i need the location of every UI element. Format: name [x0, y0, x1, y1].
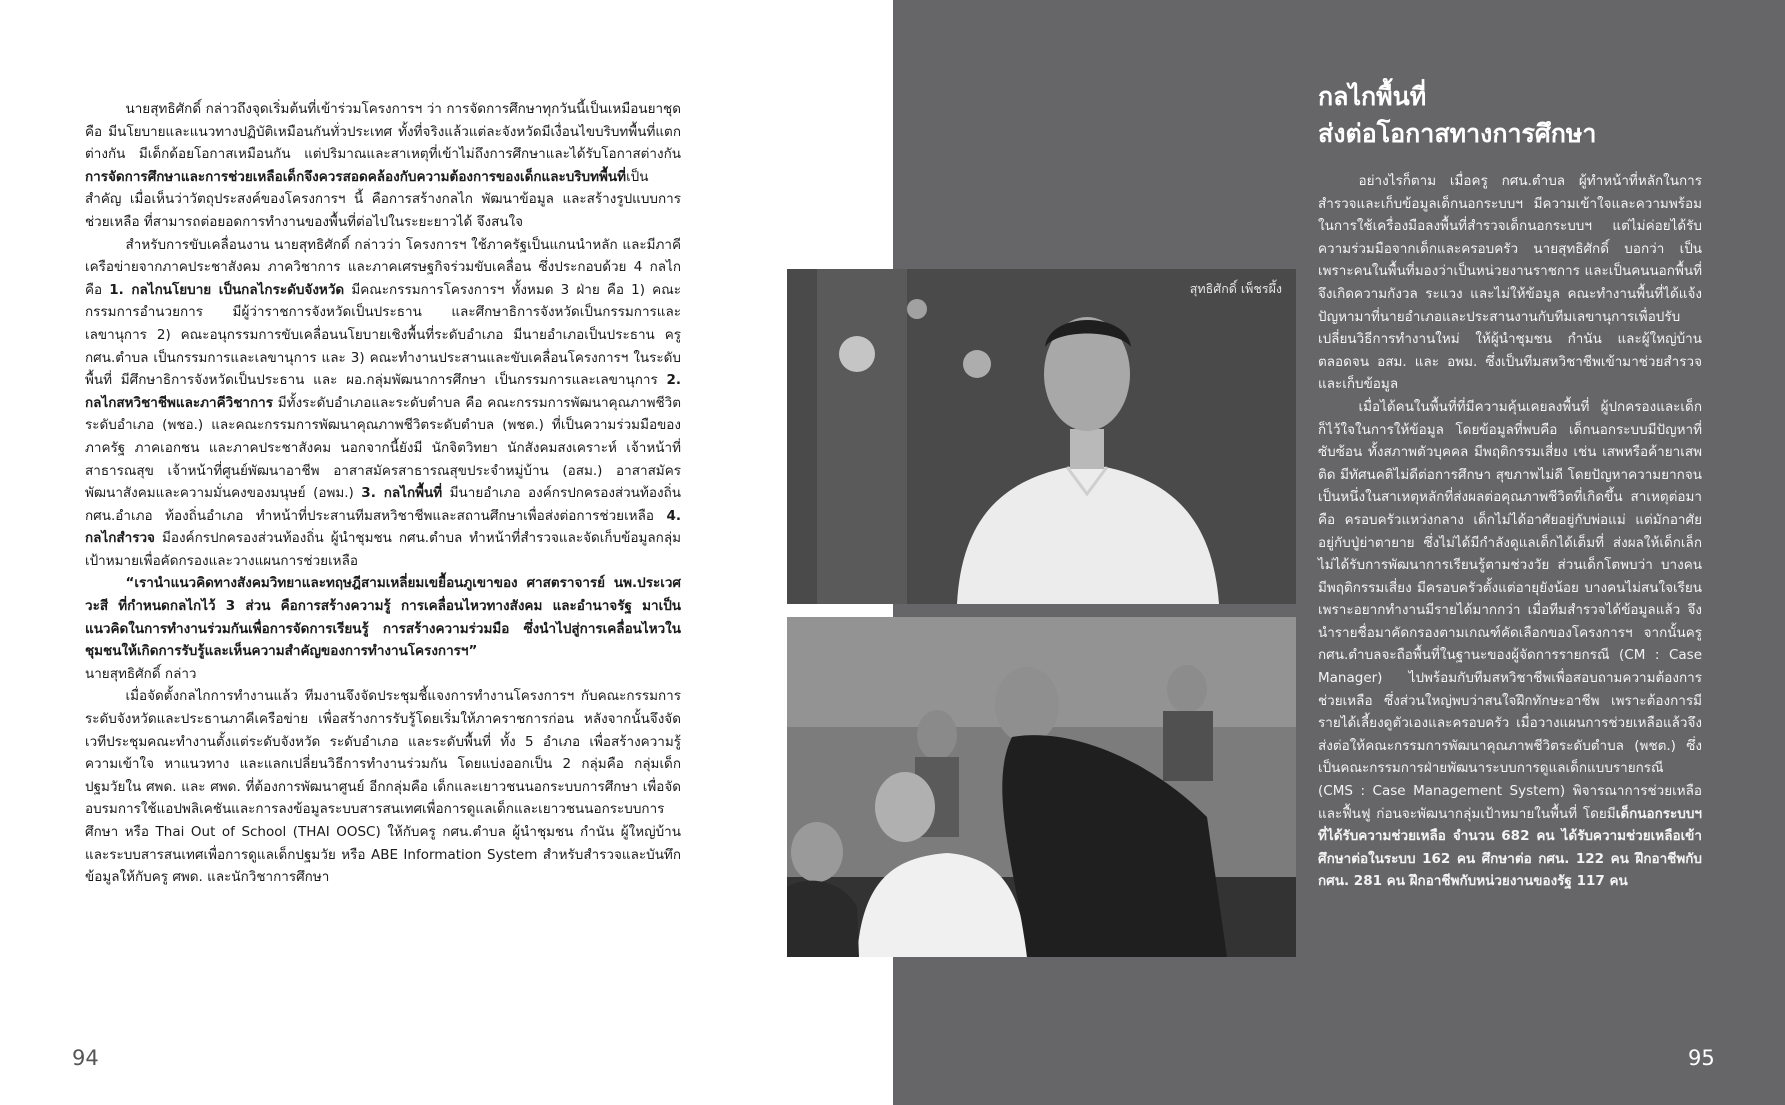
paragraph-findings — [1318, 396, 1702, 893]
section-title — [1318, 78, 1738, 152]
community-visit-illustration — [787, 617, 1296, 957]
bold-text: 2. กลไกสหวิชาชีพและภาคีวิชาการ — [85, 372, 681, 411]
community-visit-photo — [787, 617, 1296, 957]
page-number-right: 95 — [1688, 1046, 1715, 1070]
portrait-illustration — [787, 269, 1296, 604]
text-span: มีองค์กรปกครองส่วนท้องถิ่น ผู้นำชุมชน กศน.ตำบล ทำหน้าที่สำรวจและจัดเก็บข้อมูลกลุ่มเป้าหมายเพื่อคัดกรองและวางแผนการช่วยเหลือ — [85, 530, 681, 569]
right-text-column — [1318, 170, 1702, 893]
bold-text: เด็กนอกระบบฯ ที่ได้รับความช่วยเหลือ จำนวน 682 คน ได้รับความช่วยเหลือเข้าศึกษาต่อในระบบ 162 คน ศึกษาต่อ กศน. 122 คน ฝึกอาชีพกับ กศน. 281 คน ฝึกอาชีพกับหน่วยงานของรัฐ 117 คน — [1318, 805, 1702, 890]
text-span: สำหรับการขับเคลื่อนงาน นายสุทธิศักดิ์ กล่าวว่า โครงการฯ ใช้ภาครัฐเป็นแกนนำหลัก และมีภาคีเครือข่ายจากภาคประชาสังคม ภาควิชาการ และภาคเศรษฐกิจร่วมขับเคลื่อน ซึ่งประกอบด้วย 4 กลไก คือ — [85, 236, 681, 298]
bold-text: 1. กลไกนโยบาย เป็นกลไกระดับจังหวัด — [109, 281, 345, 298]
title-line-1: กลไกพื้นที่ — [1318, 82, 1427, 111]
text-span: มีทั้งระดับอำเภอและระดับตำบล คือ คณะกรรมการพัฒนาคุณภาพชีวิตระดับอำเภอ (พชอ.) และคณะกรรมการพัฒนาคุณภาพชีวิตระดับตำบล (พชต.) ที่เป็นความร่วมมือของภาครัฐ ภาคเอกชน และภาคประชาสังคม นอกจากนี้ยังมี นักจิตวิทยา นักสังคมสงเคราะห์ เจ้าหน้าที่สาธารณสุข เจ้าหน้าที่ศูนย์พัฒนาอาชีพ อาสาสมัครสาธารณสุขประจำหมู่บ้าน (อสม.) อาสาสมัครพัฒนาสังคมและความมั่นคงของมนุษย์ (อพม.) — [85, 394, 681, 502]
paragraph-meetings: เมื่อจัดตั้งกลไกการทำงานแล้ว ทีมงานจึงจัดประชุมชี้แจงการทำงานโครงการฯ กับคณะกรรมการระดับจังหวัดและประธานภาคีเครือข่าย เพื่อสร้างการรับรู้โดยเริ่มให้ภาคราชการก่อน หลังจากนั้นจึงจัดเวทีประชุมคณะทำงานตั้งแต่ระดับจังหวัด ระดับอำเภอ และระดับพื้นที่ ทั้ง 5 อำเภอ เพื่อสร้างความรู้ความเข้าใจ หาแนวทาง และแลกเปลี่ยนวิธีการทำงานร่วมกัน โดยแบ่งออกเป็น 2 กลุ่มคือ กลุ่มเด็กปฐมวัยใน ศพด. และ ศพด. ที่ต้องการพัฒนาศูนย์ อีกกลุ่มคือ เด็กและเยาวชนนอกระบบการศึกษา เพื่อจัดอบรมการใช้แอปพลิเคชันและการลงข้อมูลระบบสารสนเทศเพื่อการดูแลเด็กและเยาวชนนอกระบบการศึกษา หรือ Thai Out of School (THAI OOSC) ให้กับครู กศน.ตำบล ผู้นำชุมชน กำนัน ผู้ใหญ่บ้าน และระบบสารสนเทศเพื่อการดูแลเด็กปฐมวัย หรือ ABE Information System สำหรับสำรวจและบันทึกข้อมูลให้กับครู ศพด. และนักวิชาการศึกษา — [85, 688, 681, 886]
quote-text: “เรานำแนวคิดทางสังคมวิทยาและทฤษฎีสามเหลี่ยมเขยื้อนภูเขาของ ศาสตราจารย์ นพ.ประเวศ วะสี ที่กำหนดกลไกไว้ 3 ส่วน คือการสร้างความรู้ การเคลื่อนไหวทางสังคม และอำนาจรัฐ มาเป็นแนวคิดในการทำงานร่วมกันเพื่อการจัดการเรียนรู้ การสร้างความร่วมมือ ซึ่งนำไปสู่การเคลื่อนไหวในชุมชนให้เกิดการรับรู้และเห็นความสำคัญของการทำงานโครงการฯ” — [85, 575, 681, 660]
paragraph-mechanisms — [85, 234, 681, 573]
paragraph-survey: อย่างไรก็ตาม เมื่อครู กศน.ตำบล ผู้ทำหน้าที่หลักในการสำรวจและเก็บข้อมูลเด็กนอกระบบฯ มีความเข้าใจและความพร้อมในการใช้เครื่องมือลงพื้นที่สำรวจเด็กนอกระบบฯ แต่ไม่ค่อยได้รับความร่วมมือจากเด็กและครอบครัว นายสุทธิศักดิ์ บอกว่า เป็นเพราะคนในพื้นที่มองว่าเป็นหน่วยงานราชการ และเป็นคนนอกพื้นที่ จึงเกิดความกังวล ระแวง และไม่ให้ข้อมูล คณะทำงานพื้นที่ได้แจ้งปัญหามาที่นายอำเภอและประสานงานกับทีมเลขานุการเพื่อปรับเปลี่ยนวิธีการทำงานใหม่ ให้ผู้นำชุมชน กำนัน และผู้ใหญ่บ้าน ตลอดจน อสม. และ อพม. ซึ่งเป็นทีมสหวิชาชีพเข้ามาช่วยสำรวจและเก็บข้อมูล — [1318, 173, 1702, 393]
quote-attribution: นายสุทธิศักดิ์ กล่าว — [85, 665, 197, 682]
bold-text: 4. กลไกสำรวจ — [85, 507, 681, 547]
paragraph-intro — [85, 98, 681, 234]
left-text-column — [85, 98, 681, 889]
text-span: นายสุทธิศักดิ์ กล่าวถึงจุดเริ่มต้นที่เข้าร่วมโครงการฯ ว่า การจัดการศึกษาทุกวันนี้เป็นเหมือนยาชุด คือ มีนโยบายและแนวทางปฏิบัติเหมือนกันทั่วประเทศ ทั้งที่จริงแล้วแต่ละจังหวัดมีเงื่อนไขบริบทพื้นที่แตกต่างกัน มีเด็กด้อยโอกาสเหมือนกัน แต่ปริมาณและสาเหตุที่เข้าไม่ถึงการศึกษาและได้รับโอกาสต่างกัน — [85, 101, 681, 163]
bold-text: การจัดการศึกษาและการช่วยเหลือเด็กจึงควรสอดคล้องกับความต้องการของเด็กและบริบทพื้นที่ — [85, 168, 627, 185]
pull-quote — [85, 572, 681, 662]
text-span: เมื่อได้คนในพื้นที่ที่มีความคุ้นเคยลงพื้นที่ ผู้ปกครองและเด็กก็ไว้ใจในการให้ข้อมูล โดยข้อมูลที่พบคือ เด็กนอกระบบมีปัญหาที่ซับซ้อน ทั้งสภาพตัวบุคคล มีพฤติกรรมเสี่ยง เช่น เสพหรือค้ายาเสพติด มีทัศนคติไม่ดีต่อการศึกษา สุขภาพไม่ดี โดยปัญหาความยากจนเป็นหนึ่งในสาเหตุหลักที่ส่งผลต่อคุณภาพชีวิตที่เกิดขึ้น สาเหตุต่อมาคือ ครอบครัวแหว่งกลาง เด็กไม่ได้อาศัยอยู่กับพ่อแม่ แต่มักอาศัยอยู่กับปู่ย่าตายาย ซึ่งไม่ได้มีกำลังดูแลเด็กได้เต็มที่ ส่งผลให้เด็กเล็กไม่ได้รับการพัฒนาการเรียนรู้ตามช่วงวัย ส่วนเด็กโตพบว่า บางคนมีพฤติกรรมเสี่ยง มีครอบครัวตั้งแต่อายุยังน้อย บางคนไม่สนใจเรียนเพราะอยากทำงานมีรายได้มากกว่า เมื่อทีมสำรวจได้ข้อมูลแล้ว จึงนำรายชื่อมาคัดกรองตามเกณฑ์คัดเลือกของโครงการฯ จากนั้นครู กศน.ตำบลจะถือพื้นที่ในฐานะของผู้จัดการรายกรณี (CM : Case Manager) ไปพร้อมกับทีมสหวิชาชีพเพื่อสอบถามความต้องการช่วยเหลือ ซึ่งส่วนใหญ่พบว่าสนใจฝึกทักษะอาชีพ เพราะต้องการมีรายได้เลี้ยงดูตัวเองและครอบครัว เมื่อวางแผนการช่วยเหลือแล้วจึงส่งต่อให้คณะกรรมการพัฒนาคุณภาพชีวิตระดับตำบล (พชต.) ซึ่งเป็นคณะกรรมการฝ่ายพัฒนาระบบการดูแลเด็กแบบรายกรณี (CMS : Case Management System) พิจารณาการช่วยเหลือและฟื้นฟู ก่อนจะพัฒนากลุ่มเป้าหมายในพื้นที่ โดยมี — [1318, 398, 1702, 822]
title-line-2: ส่งต่อโอกาสทางการศึกษา — [1318, 119, 1597, 148]
photo-caption: สุทธิศักดิ์ เพ็ชรผึ้ง — [1189, 281, 1282, 296]
text-span: มีคณะกรรมการโครงการฯ ทั้งหมด 3 ฝ่าย คือ 1) คณะกรรมการอำนวยการ มีผู้ว่าราชการจังหวัดเป็นประธาน และศึกษาธิการจังหวัดเป็นกรรมการและเลขานุการ 2) คณะอนุกรรมการขับเคลื่อนนโยบายเชิงพื้นที่ระดับอำเภอ มีนายอำเภอเป็นประธาน ครู กศน.ตำบล เป็นกรรมการและเลขานุการ และ 3) คณะทำงานประสานและขับเคลื่อนโครงการฯ ในระดับพื้นที่ มีศึกษาธิการจังหวัดเป็นประธาน และ ผอ.กลุ่มพัฒนาการศึกษา เป็นกรรมการและเลขานุการ — [85, 281, 681, 389]
text-span: เป็นสำคัญ เมื่อเห็นว่าวัตถุประสงค์ของโครงการฯ นี้ คือการสร้างกลไก พัฒนาข้อมูล และสร้างรูปแบบการช่วยเหลือ ที่สามารถต่อยอดการทำงานของพื้นที่ต่อไปในระยะยาวได้ จึงสนใจ — [85, 168, 681, 230]
page-number-left: 94 — [72, 1046, 99, 1070]
text-span: มีนายอำเภอ องค์กรปกครองส่วนท้องถิ่น กศน.อำเภอ ท้องถิ่นอำเภอ ทำหน้าที่ประสานทีมสหวิชาชีพและสถานศึกษาเพื่อส่งต่อการช่วยเหลือ — [85, 485, 681, 524]
bold-text: 3. กลไกพื้นที่ — [361, 485, 443, 502]
portrait-photo — [787, 269, 1296, 604]
